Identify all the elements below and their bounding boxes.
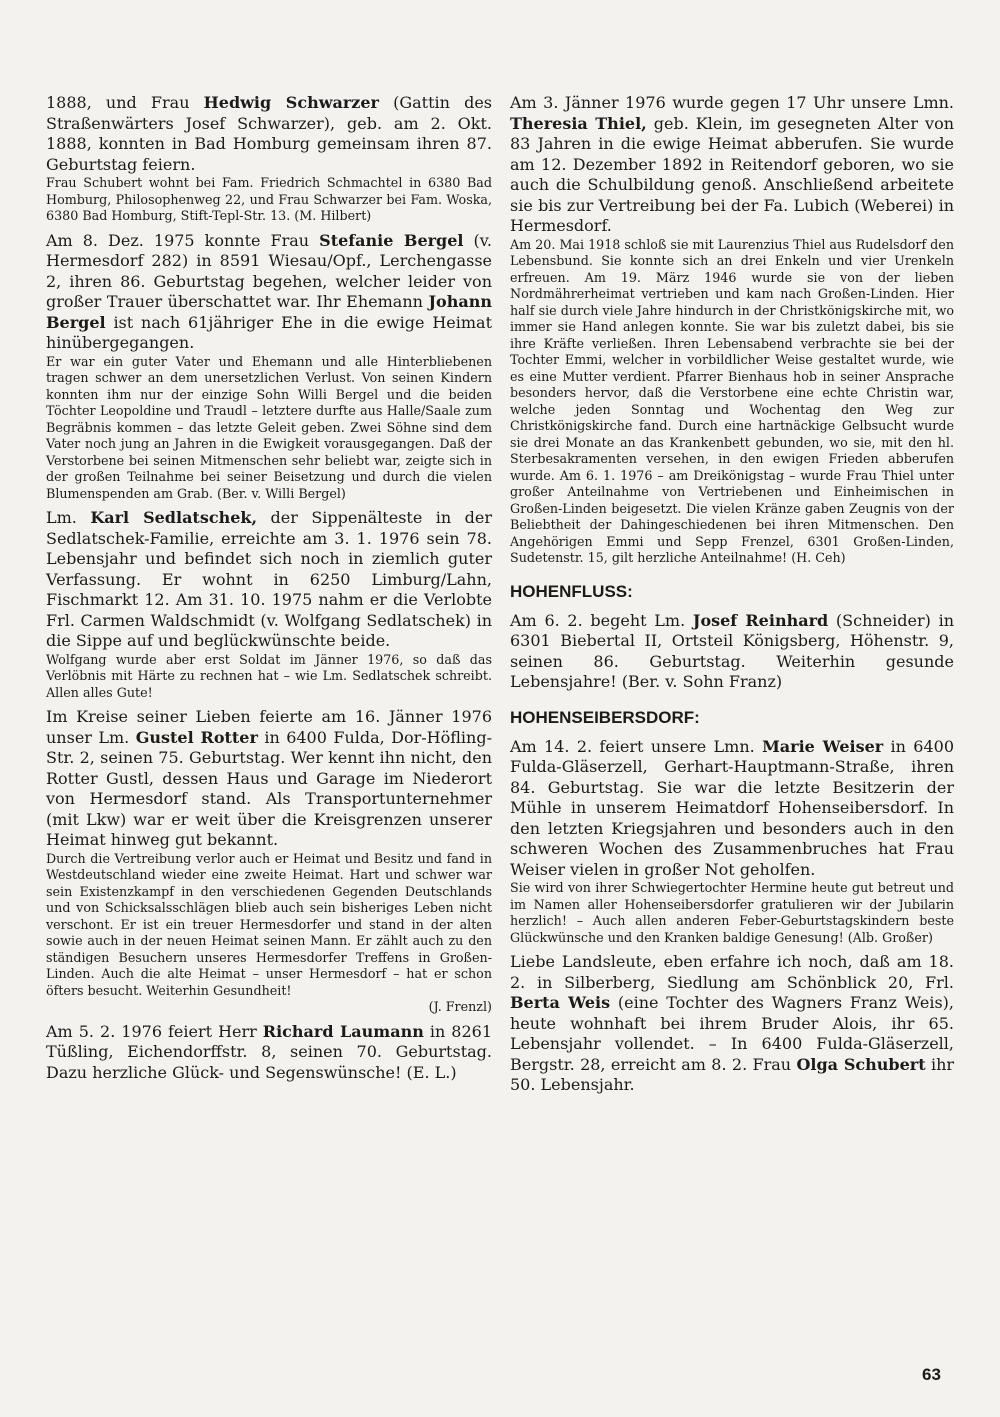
article-bergel (46, 231, 492, 354)
text: Am 8. Dez. 1975 konnte Frau (46, 230, 320, 250)
person-name: Josef Reinhard (692, 610, 829, 630)
article-rotter (46, 707, 492, 851)
text: Am 3. Jänner 1976 wurde gegen 17 Uhr unsere Lmn. (510, 93, 954, 112)
text: Am 6. 2. begeht Lm. (510, 610, 693, 630)
article-bergel-detail: Er war ein guter Vater und Ehemann und alle Hinterbliebenen tragen schwer an dem unersetzlichen Verlust. Von seinen Kindern konnten ihm nur der einzige Sohn Willi Bergel und die beiden Töchter Leopoldine und Traudl – letztere durfte aus Halle/Saale zum Begräbnis kommen – das letzte Geleit geben. Zwei Söhne sind dem Vater noch jung an Jahren in die Ewigkeit vorausgegangen. Daß der Verstorbene bei seinen Mitmenschen sehr beliebt war, zeigte sich in der großen Teilnahme bei seiner Beisetzung und durch die vielen Blumenspenden am Grab. (Ber. v. Willi Bergel) (46, 353, 492, 501)
person-name: Berta Weis (510, 993, 611, 1012)
person-name: Marie Weiser (762, 736, 884, 756)
text: ist nach 61jähriger Ehe in die ewige Heimat hinübergegangen. (46, 312, 492, 352)
page-number: 63 (922, 1365, 941, 1384)
text: Im Kreise seiner Lieben feierte am 16. Jänner 1976 unser Lm. (46, 707, 492, 747)
person-name: Gustel Rotter (135, 727, 258, 747)
person-name: Johann Bergel (46, 292, 492, 332)
text: Liebe Landsleute, eben erfahre ich noch, daß am 18. 2. in Silberberg, Siedlung am Schönblick 20, Frl. (510, 952, 954, 992)
section-heading-hohenseibersdorf: HOHENSEIBERSDORF: (510, 707, 700, 727)
left-column (46, 93, 492, 1083)
article-sedlatschek-detail: Wolfgang wurde aber erst Soldat im Jänner 1976, so daß das Verlöbnis mit Härte zu rechnen hat – wie Lm. Sedlatschek schreibt. Allen alles Gute! (46, 651, 492, 700)
text: Am 5. 2. 1976 feiert Herr (46, 1021, 263, 1041)
person-name: Olga Schubert (796, 1054, 926, 1074)
article-thiel (510, 93, 954, 237)
text: in 6400 Fulda-Gläserzell, Gerhart-Hauptmann-Straße, ihren 84. Geburtstag. Sie war die letzte Besitzerin der Mühle in unserem Heimatdorf Hohenseibersdorf. In den letzten Kriegsjahren und besonders auch in den schweren Wochen des Zusammenbruches hat Frau Weiser vielen in großer Not geholfen. (510, 736, 955, 879)
text: (Gattin des Straßenwärters Josef Schwarzer), geb. am 2. Okt. 1888, konnten in Bad Homburg gemeinsam ihren 87. Geburtstag feiern. (46, 93, 493, 174)
article-schwarzer (46, 93, 492, 175)
text: in 8261 Tüßling, Eichendorffstr. 8, seinen 70. Geburtstag. Dazu herzliche Glück- und Segenswünsche! (E. L.) (46, 1021, 492, 1082)
person-name: Karl Sedlatschek, (90, 508, 258, 527)
article-weiser (510, 737, 954, 881)
article-weis-schubert (510, 952, 954, 1096)
section-heading-hohenfluss: HOHENFLUSS: (510, 581, 633, 601)
article-thiel-detail: Am 20. Mai 1918 schloß sie mit Laurenzius Thiel aus Rudelsdorf den Lebensbund. Sie konnte sich an drei Enkeln und vier Urenkeln erfreuen. Am 19. März 1946 wurde sie von der lieben Nordmährerheimat vertrieben und kam nach Großen-Linden. Hier half sie durch viele Jahre hindurch in der Christkönigskirche mit, wo immer sie Hand anlegen konnte. Sie war bis zuletzt dabei, bis sie ihre Kräfte verließen. Ihren Lebensabend verbrachte sie bei der Tochter Emmi, welcher in vorbildlicher Weise gestaltet wurde, wie es eine Mutter verdient. Pfarrer Bienhaus hob in seiner Ansprache besonders hervor, daß die Verstorbene eine echte Christin war, welche jeden Sonntag und Wochentag den Weg zur Christkönigskirche fand. Durch eine hartnäckige Gelbsucht wurde sie drei Monate an das Krankenbett gebunden, wo sie, mit den hl. Sterbesakramenten versehen, in den ewigen Frieden abberufen wurde. Am 6. 1. 1976 – am Dreikönigstag – wurde Frau Thiel unter großer Anteilnahme von Vertriebenen und Einheimischen in Großen-Linden beigesetzt. Die vielen Kränze gaben Zeugnis von der Beliebtheit der Dahingeschiedenen bei ihren Mitmenschen. Den Angehörigen Emmi und Sepp Frenzel, 6301 Großen-Linden, Sudetenstr. 15, gilt herzliche Anteilnahme! (H. Ceh) (510, 236, 954, 565)
text: geb. Klein, im gesegneten Alter von 83 Jahren in die ewige Heimat abberufen. Sie wurde am 12. Dezember 1892 in Reitendorf geboren, wo sie auch die Schulbildung genoß. Anschließend arbeitete sie bis zur Vertreibung bei der Fa. Lubich (Weberei) in Hermesdorf. (510, 113, 955, 235)
person-name: Hedwig Schwarzer (203, 93, 379, 112)
article-weiser-detail: Sie wird von ihrer Schwiegertochter Hermine heute gut betreut und im Namen aller Hohenseibersdorfer gratulieren wir der Jubilarin herzlich! – Auch allen anderen Feber-Geburtstagskindern beste Glückwünsche und den Kranken baldige Genesung! (Alb. Großer) (510, 880, 954, 945)
text: (v. Hermesdorf 282) in 8591 Wiesau/Opf., Lerchengasse 2, ihren 86. Geburtstag begehen, welcher leider von großer Trauer überschattet war. Ihr Ehemann (46, 230, 492, 311)
text: ihr 50. Lebensjahr. (510, 1054, 955, 1094)
article-sedlatschek (46, 508, 492, 652)
text: (Schneider) in 6301 Biebertal II, Ortsteil Königsberg, Höhenstr. 9, seinen 86. Geburtstag. Weiterhin gesunde Lebensjahre! (Ber. v. Sohn Franz) (510, 610, 955, 691)
person-name: Stefanie Bergel (319, 230, 464, 250)
text: der Sippenälteste in der Sedlatschek-Familie, erreichte am 3. 1. 1976 sein 78. Lebensjahr und befindet sich noch in ziemlich guter Verfassung. Er wohnt in 6250 Limburg/Lahn, Fischmarkt 12. Am 31. 10. 1975 nahm er die Verlobte Frl. Carmen Waldschmidt (v. Wolfgang Sedlatschek) in die Sippe auf und beglückwünschte beide. (46, 508, 493, 650)
article-reinhard (510, 611, 954, 693)
article-schwarzer-detail: Frau Schubert wohnt bei Fam. Friedrich Schmachtel in 6380 Bad Homburg, Philosophenweg 22, und Frau Schwarzer bei Fam. Woska, 6380 Bad Homburg, Stift-Tepl-Str. 13. (M. Hilbert) (46, 175, 492, 223)
author-signature: (J. Frenzl) (428, 999, 492, 1014)
article-rotter-detail: Durch die Vertreibung verlor auch er Heimat und Besitz und fand in Westdeutschland wieder eine zweite Heimat. Hart und schwer war sein Existenzkampf in den verschiedenen Gegenden Deutschlands und von Schicksalsschlägen blieb auch sein bisheriges Leben nicht verschont. Er ist ein treuer Hermesdorfer und stand in der alten sowie auch in der neuen Heimat seinen Mann. Er zählt auch zu den ständigen Besuchern unseres Hermesdorfer Treffens in Großen-Linden. Auch die alte Heimat – unser Hermesdorf – hat er schon öfters besucht. Weiterhin Gesundheit! (46, 850, 492, 998)
person-name: Theresia Thiel, (510, 113, 647, 133)
text: Lm. (46, 508, 91, 527)
right-column (510, 93, 954, 1096)
text: 1888, und Frau (46, 93, 204, 112)
text: Am 14. 2. feiert unsere Lmn. (510, 736, 763, 756)
article-laumann (46, 1022, 492, 1084)
person-name: Richard Laumann (262, 1021, 424, 1041)
text: in 6400 Fulda, Dor-Höfling-Str. 2, seinen 75. Geburtstag. Wer kennt ihn nicht, den Rotter Gustl, dessen Haus und Garage im Niederort von Hermesdorf stand. Als Transportunternehmer (mit Lkw) war er weit über die Kreisgrenzen unserer Heimat hinweg gut bekannt. (46, 727, 493, 849)
text: (eine Tochter des Wagners Franz Weis), heute wohnhaft bei ihrem Bruder Alois, ihr 65. Lebensjahr vollendet. – In 6400 Fulda-Gläserzell, Bergstr. 28, erreicht am 8. 2. Frau (510, 993, 955, 1074)
